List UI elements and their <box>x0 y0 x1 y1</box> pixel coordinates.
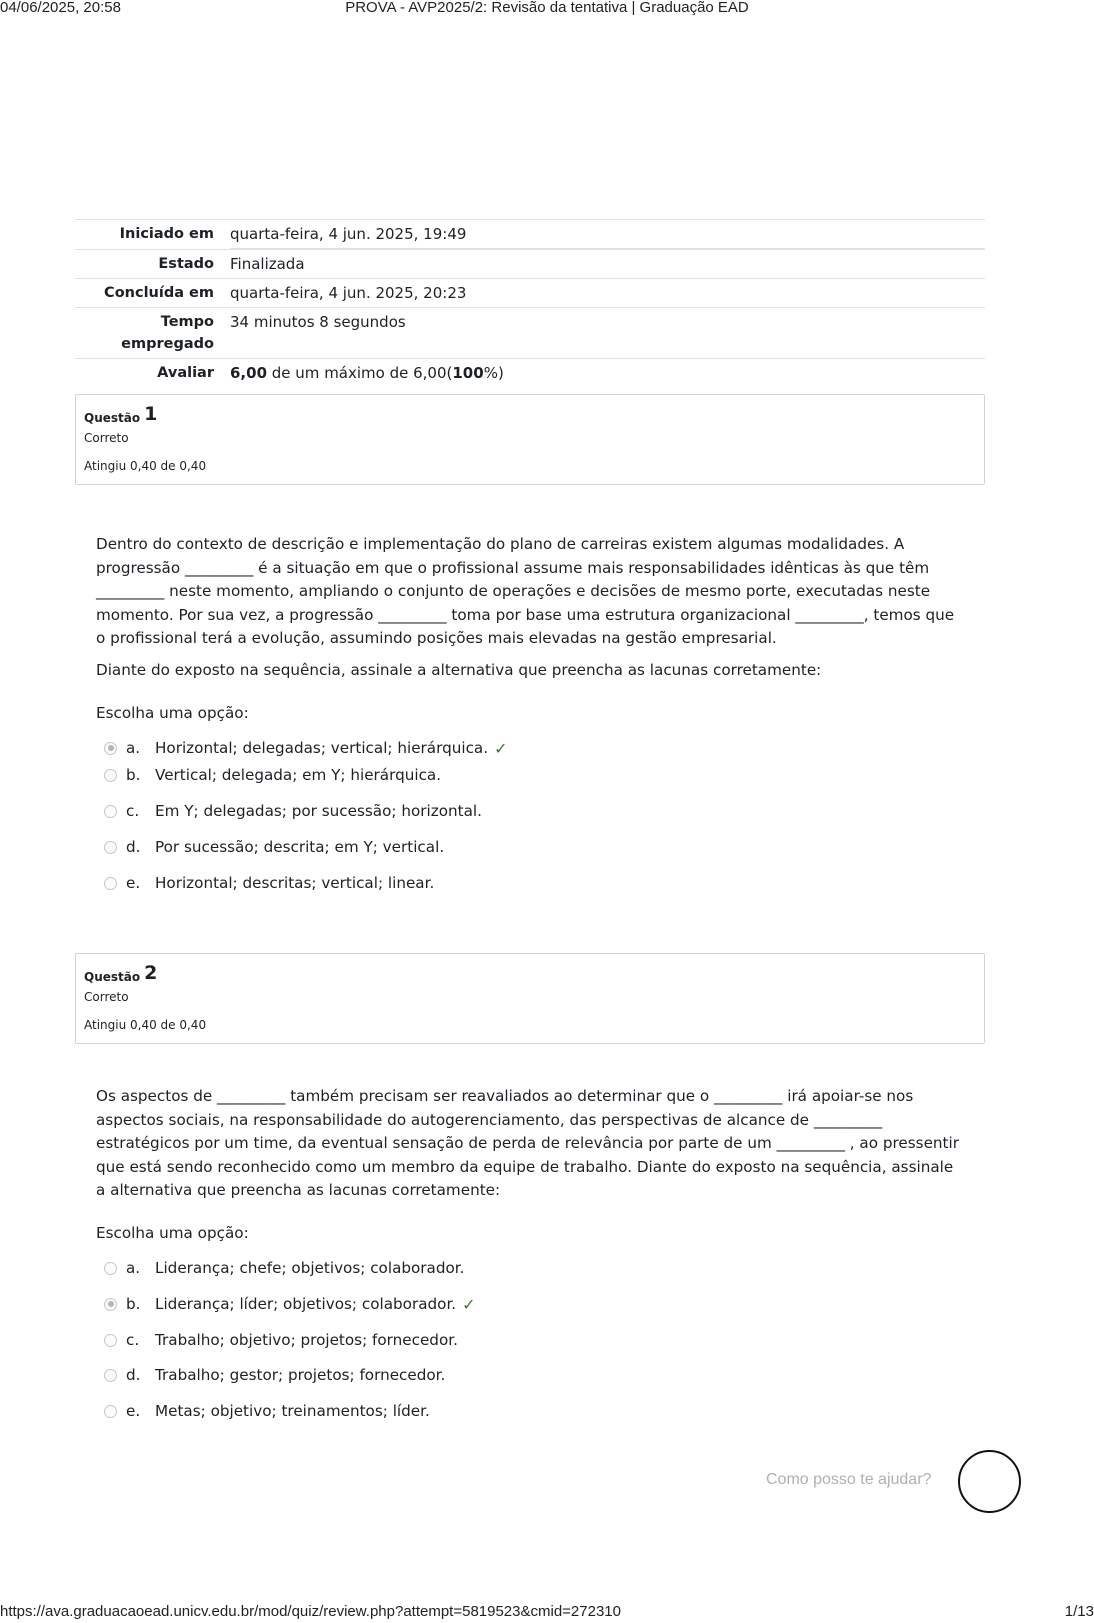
grade-label: Avaliar <box>75 359 230 388</box>
option-text: Metas; objetivo; treinamentos; líder. <box>155 1402 430 1420</box>
question-grade: Atingiu 0,40 de 0,40 <box>84 1018 207 1032</box>
check-icon: ✓ <box>494 738 508 758</box>
radio[interactable] <box>104 769 117 782</box>
choose-option-prompt: Escolha uma opção: <box>96 704 249 722</box>
print-page-title: PROVA - AVP2025/2: Revisão da tentativa | Graduação EAD <box>345 0 749 16</box>
completed-value: quarta-feira, 4 jun. 2025, 20:23 <box>230 279 985 308</box>
option-text: Horizontal; descritas; vertical; linear. <box>155 874 435 892</box>
time-value: 34 minutos 8 segundos <box>230 308 985 359</box>
question-2-info <box>75 953 985 1044</box>
question-grade: Atingiu 0,40 de 0,40 <box>84 459 207 473</box>
option-b[interactable] <box>104 1293 476 1315</box>
radio[interactable] <box>104 841 117 854</box>
print-url: https://ava.graduacaoead.unicv.edu.br/mod/quiz/review.php?attempt=5819523&cmid=272310 <box>0 1603 621 1620</box>
option-letter: b. <box>126 766 141 784</box>
chat-help-prompt[interactable]: Como posso te ajudar? <box>766 1471 932 1488</box>
question-1-text <box>96 533 966 690</box>
radio[interactable] <box>104 1405 117 1418</box>
option-text: Liderança; chefe; objetivos; colaborador. <box>155 1259 465 1277</box>
chat-launcher-button[interactable] <box>958 1450 1021 1513</box>
question-number-value: 2 <box>144 962 158 984</box>
question-paragraph: Os aspectos de _________ também precisam ser reavaliados ao determinar que o _________ irá apoiar-se nos aspectos sociais, na responsabilidade do autogerenciamento, das perspectivas de alcance de _________ estratégicos por um time, da eventual sensação de perda de relevância por parte de um _________ , ao pressentir que está sendo reconhecido como um membro da equipe de trabalho. Diante do exposto na sequência, assinale a alternativa que preencha as lacunas corretamente: <box>96 1087 959 1199</box>
grade-mid: de um máximo de 6,00( <box>267 364 453 382</box>
time-label-1: Tempo <box>160 314 214 330</box>
option-c[interactable] <box>104 1329 458 1351</box>
option-text: Liderança; líder; objetivos; colaborador. <box>155 1295 457 1313</box>
radio[interactable] <box>104 1369 117 1382</box>
option-letter: e. <box>126 1402 141 1420</box>
option-text: Por sucessão; descrita; em Y; vertical. <box>155 838 445 856</box>
option-letter: c. <box>126 1331 140 1349</box>
option-text: Trabalho; objetivo; projetos; fornecedor. <box>155 1331 458 1349</box>
option-text: Horizontal; delegadas; vertical; hierárquica. <box>155 739 489 757</box>
question-paragraph: Diante do exposto na sequência, assinale a alternativa que preencha as lacunas corretamente: <box>96 660 822 679</box>
option-e[interactable] <box>104 1400 430 1422</box>
grade-value <box>230 359 985 388</box>
option-letter: d. <box>126 1366 141 1384</box>
option-a[interactable] <box>104 1257 464 1279</box>
option-e[interactable] <box>104 872 434 894</box>
question-label: Questão <box>84 411 141 425</box>
state-value: Finalizada <box>230 249 985 279</box>
option-b[interactable] <box>104 764 441 786</box>
radio[interactable] <box>104 877 117 890</box>
question-label: Questão <box>84 970 141 984</box>
question-paragraph: Dentro do contexto de descrição e implementação do plano de carreiras existem algumas modalidades. A progressão _________ é a situação em que o profissional assume mais responsabilidades idênticas às que têm _________ neste momento, ampliando o conjunto de operações e decisões de mesmo porte, executadas neste momento. Por sua vez, a progressão _________ toma por base uma estrutura organizacional _________, temos que o profissional terá a evolução, assumindo posições mais elevadas na gestão empresarial. <box>96 535 955 647</box>
question-number-value: 1 <box>144 403 158 425</box>
option-d[interactable] <box>104 836 444 858</box>
option-letter: c. <box>126 802 140 820</box>
option-letter: a. <box>126 739 141 757</box>
state-label: Estado <box>75 249 230 279</box>
option-letter: e. <box>126 874 141 892</box>
radio-selected[interactable] <box>104 1298 117 1311</box>
option-text: Em Y; delegadas; por sucessão; horizontal. <box>155 802 482 820</box>
started-value: quarta-feira, 4 jun. 2025, 19:49 <box>230 220 985 250</box>
attempt-summary-table <box>75 219 985 387</box>
option-d[interactable] <box>104 1364 445 1386</box>
question-number <box>84 401 976 425</box>
radio[interactable] <box>104 1262 117 1275</box>
option-c[interactable] <box>104 800 482 822</box>
option-letter: d. <box>126 838 141 856</box>
question-status: Correto <box>84 990 129 1004</box>
time-label-2: empregado <box>121 336 214 352</box>
question-number <box>84 960 976 984</box>
time-label <box>75 308 230 359</box>
radio[interactable] <box>104 805 117 818</box>
radio[interactable] <box>104 1334 117 1347</box>
option-text: Trabalho; gestor; projetos; fornecedor. <box>155 1366 446 1384</box>
radio-selected[interactable] <box>104 742 117 755</box>
option-a[interactable] <box>104 737 507 759</box>
check-icon: ✓ <box>462 1294 476 1314</box>
print-page-number: 1/13 <box>1064 1603 1094 1620</box>
print-datetime: 04/06/2025, 20:58 <box>0 0 121 16</box>
question-1-info <box>75 394 985 485</box>
started-label: Iniciado em <box>75 220 230 250</box>
grade-percent: 100 <box>452 364 484 382</box>
question-status: Correto <box>84 431 129 445</box>
choose-option-prompt: Escolha uma opção: <box>96 1224 249 1242</box>
grade-end: %) <box>483 364 504 382</box>
option-letter: a. <box>126 1259 141 1277</box>
option-letter: b. <box>126 1295 141 1313</box>
grade-score: 6,00 <box>230 364 268 382</box>
completed-label: Concluída em <box>75 279 230 308</box>
print-header <box>0 0 1094 18</box>
question-2-text <box>96 1085 966 1211</box>
print-footer <box>0 1603 1094 1623</box>
option-text: Vertical; delegada; em Y; hierárquica. <box>155 766 442 784</box>
